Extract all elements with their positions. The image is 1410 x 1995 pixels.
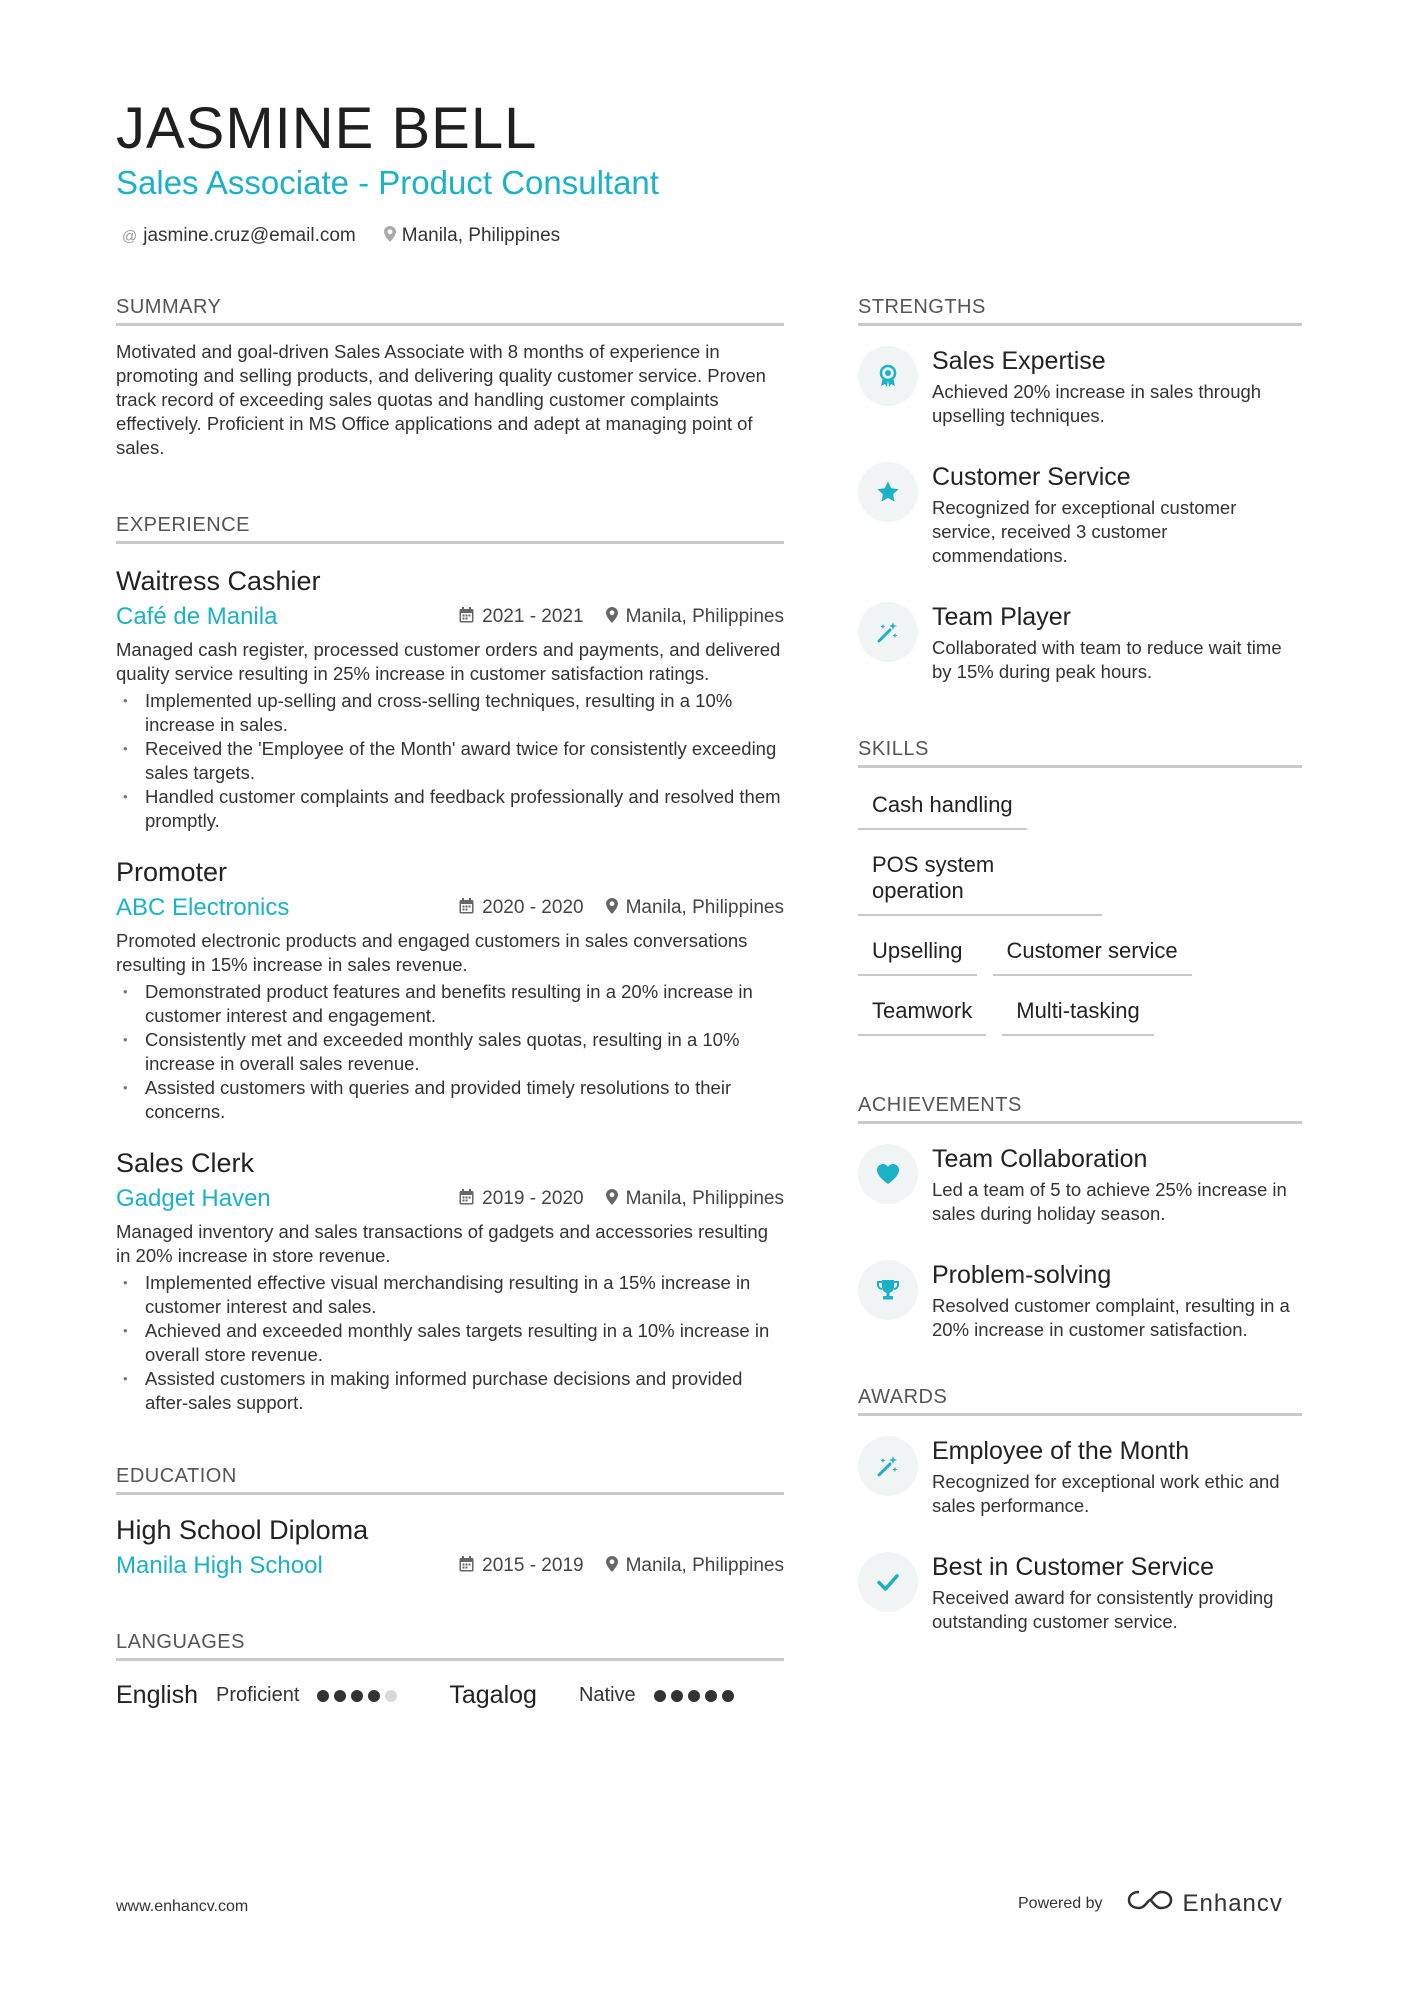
job-bullet: • Implemented up-selling and cross-selling techniques, resulting in a 10% increase in sales. (116, 689, 784, 737)
skill-tag: Customer service (993, 936, 1192, 976)
brand-name: Enhancv (1182, 1889, 1283, 1917)
section-title-skills: SKILLS (858, 738, 1302, 768)
education-entry (116, 1513, 784, 1583)
section-title-strengths: STRENGTHS (858, 296, 1302, 326)
section-title-awards: AWARDS (858, 1386, 1302, 1416)
language-level: Native (578, 1684, 636, 1706)
job-bullet: • Consistently met and exceeded monthly sales quotas, resulting in a 10% increase in overall sales revenue. (116, 1028, 784, 1076)
strength-description: Achieved 20% increase in sales through upselling techniques. (932, 381, 1262, 426)
language-rating (654, 1690, 734, 1702)
achievement-item (858, 1260, 1302, 1342)
job-dates: 2021 - 2021 (482, 606, 584, 627)
awards-section (858, 1386, 1302, 1634)
magic-wand-icon (858, 1436, 918, 1496)
skill-tag: Teamwork (858, 996, 986, 1036)
job-entry (116, 564, 784, 833)
language-name: English (116, 1681, 198, 1709)
brand-logo[interactable] (1127, 1888, 1283, 1919)
calendar-icon (459, 1189, 474, 1210)
rating-dot (705, 1690, 717, 1702)
achievements-section (858, 1094, 1302, 1342)
job-meta (459, 606, 784, 628)
check-icon (858, 1552, 918, 1612)
powered-by-label: Powered by (1018, 1894, 1103, 1912)
languages-row (116, 1681, 784, 1710)
award-item (858, 1552, 1302, 1634)
job-entry (116, 1146, 784, 1415)
footer-branding (1018, 1888, 1283, 1919)
achievement-title: Team Collaboration (932, 1145, 1148, 1173)
achievement-item (858, 1144, 1302, 1226)
at-icon: @ (122, 227, 138, 245)
email-text: jasmine.cruz@email.com (143, 225, 356, 246)
skill-tag: POS system operation (858, 850, 1102, 916)
skill-tag: Cash handling (858, 790, 1027, 830)
language-name: Tagalog (449, 1681, 537, 1709)
skill-tag: Upselling (858, 936, 977, 976)
job-location: Manila, Philippines (625, 606, 784, 627)
job-description: Managed inventory and sales transactions of gadgets and accessories resulting in 20% increase in store revenue. (116, 1221, 768, 1266)
job-location: Manila, Philippines (625, 1188, 784, 1209)
magic-wand-icon (858, 602, 918, 662)
footer-website[interactable]: www.enhancv.com (116, 1898, 249, 1915)
job-title: Waitress Cashier (116, 566, 321, 596)
job-bullets (116, 980, 784, 1124)
job-dates: 2020 - 2020 (482, 897, 584, 918)
strength-item (858, 602, 1302, 684)
language-rating (317, 1690, 397, 1702)
location-text: Manila, Philippines (401, 225, 561, 246)
rating-dot (317, 1690, 329, 1702)
job-description: Promoted electronic products and engaged customers in sales conversations resulting in 15% increase in sales revenue. (116, 930, 748, 975)
education-meta (459, 1555, 784, 1577)
rating-dot (654, 1690, 666, 1702)
location-pin-icon (384, 226, 396, 246)
award-title: Employee of the Month (932, 1437, 1190, 1465)
strength-title: Team Player (932, 603, 1071, 631)
section-title-experience: EXPERIENCE (116, 514, 784, 544)
email-item[interactable] (122, 225, 356, 247)
location-pin-icon (606, 898, 618, 919)
section-title-summary: SUMMARY (116, 296, 784, 326)
strength-title: Sales Expertise (932, 347, 1106, 375)
section-title-languages: LANGUAGES (116, 1631, 784, 1661)
achievement-description: Led a team of 5 to achieve 25% increase in sales during holiday season. (932, 1179, 1287, 1224)
strength-item (858, 462, 1302, 568)
education-location: Manila, Philippines (625, 1555, 784, 1576)
strength-title: Customer Service (932, 463, 1131, 491)
left-column (116, 296, 784, 1710)
right-column (858, 296, 1302, 1634)
award-icon (858, 346, 918, 406)
rating-dot (351, 1690, 363, 1702)
award-description: Received award for consistently providing outstanding customer service. (932, 1587, 1274, 1632)
job-entry (116, 855, 784, 1124)
job-meta-row (116, 600, 784, 634)
company-name: Café de Manila (116, 603, 278, 630)
job-bullet: • Assisted customers in making informed purchase decisions and provided after-sales support. (116, 1367, 784, 1415)
rating-dot (334, 1690, 346, 1702)
strength-description: Collaborated with team to reduce wait time by 15% during peak hours. (932, 637, 1282, 682)
job-meta-row (116, 891, 784, 925)
rating-dot (688, 1690, 700, 1702)
job-location: Manila, Philippines (625, 897, 784, 918)
company-name: Gadget Haven (116, 1185, 271, 1212)
experience-section (116, 514, 784, 1415)
languages-section (116, 1631, 784, 1710)
job-meta-row (116, 1182, 784, 1216)
achievement-description: Resolved customer complaint, resulting in a 20% increase in customer satisfaction. (932, 1295, 1290, 1340)
award-title: Best in Customer Service (932, 1553, 1215, 1581)
award-description: Recognized for exceptional work ethic and sales performance. (932, 1471, 1280, 1516)
summary-section (116, 296, 784, 460)
contact-info (122, 225, 560, 247)
job-bullet: • Assisted customers with queries and provided timely resolutions to their concerns. (116, 1076, 784, 1124)
award-item (858, 1436, 1302, 1518)
skills-list (858, 790, 1302, 1036)
strengths-section (858, 296, 1302, 684)
candidate-name: JASMINE BELL (116, 96, 538, 161)
job-dates: 2019 - 2020 (482, 1188, 584, 1209)
education-section (116, 1465, 784, 1583)
strength-description: Recognized for exceptional customer service, received 3 customer commendations. (932, 497, 1237, 566)
skills-section (858, 738, 1302, 1036)
job-bullet: • Implemented effective visual merchandising resulting in a 15% increase in customer interest and sales. (116, 1271, 784, 1319)
achievement-title: Problem-solving (932, 1261, 1112, 1289)
strength-item (858, 346, 1302, 428)
summary-text: Motivated and goal-driven Sales Associate with 8 months of experience in promoting and selling products, and delivering quality customer service. Proven track record of exceeding sales quotas and handling customer complaints effectively. Proficient in MS Office applications and adept at managing point of sales. (116, 341, 766, 458)
job-description: Managed cash register, processed customer orders and payments, and delivered quality service resulting in 25% increase in customer satisfaction ratings. (116, 639, 781, 684)
skill-tag: Multi-tasking (1002, 996, 1153, 1036)
job-bullets (116, 1271, 784, 1415)
school-name: Manila High School (116, 1552, 323, 1579)
job-bullets (116, 689, 784, 833)
education-dates: 2015 - 2019 (482, 1555, 584, 1576)
company-name: ABC Electronics (116, 894, 290, 921)
job-bullet: • Handled customer complaints and feedback professionally and resolved them promptly. (116, 785, 784, 833)
heart-icon (858, 1144, 918, 1204)
section-title-education: EDUCATION (116, 1465, 784, 1495)
calendar-icon (459, 1556, 474, 1577)
location-pin-icon (606, 1556, 618, 1577)
rating-dot (385, 1690, 397, 1702)
location-item (384, 225, 560, 247)
job-title: Promoter (116, 857, 228, 887)
section-title-achievements: ACHIEVEMENTS (858, 1094, 1302, 1124)
candidate-title: Sales Associate - Product Consultant (116, 164, 659, 201)
location-pin-icon (606, 1189, 618, 1210)
job-bullet: • Received the 'Employee of the Month' award twice for consistently exceeding sales targets. (116, 737, 784, 785)
job-bullet: • Demonstrated product features and benefits resulting in a 20% increase in customer interest and engagement. (116, 980, 784, 1028)
job-meta (459, 1188, 784, 1210)
star-icon (858, 462, 918, 522)
infinity-logo-icon (1127, 1888, 1173, 1919)
education-meta-row (116, 1549, 784, 1583)
rating-dot (671, 1690, 683, 1702)
rating-dot (368, 1690, 380, 1702)
job-title: Sales Clerk (116, 1148, 255, 1178)
location-pin-icon (606, 607, 618, 628)
calendar-icon (459, 898, 474, 919)
language-level: Proficient (216, 1684, 300, 1706)
calendar-icon (459, 607, 474, 628)
degree-title: High School Diploma (116, 1515, 369, 1545)
rating-dot (722, 1690, 734, 1702)
job-bullet: • Achieved and exceeded monthly sales targets resulting in a 10% increase in overall store revenue. (116, 1319, 784, 1367)
trophy-icon (858, 1260, 918, 1320)
job-meta (459, 897, 784, 919)
